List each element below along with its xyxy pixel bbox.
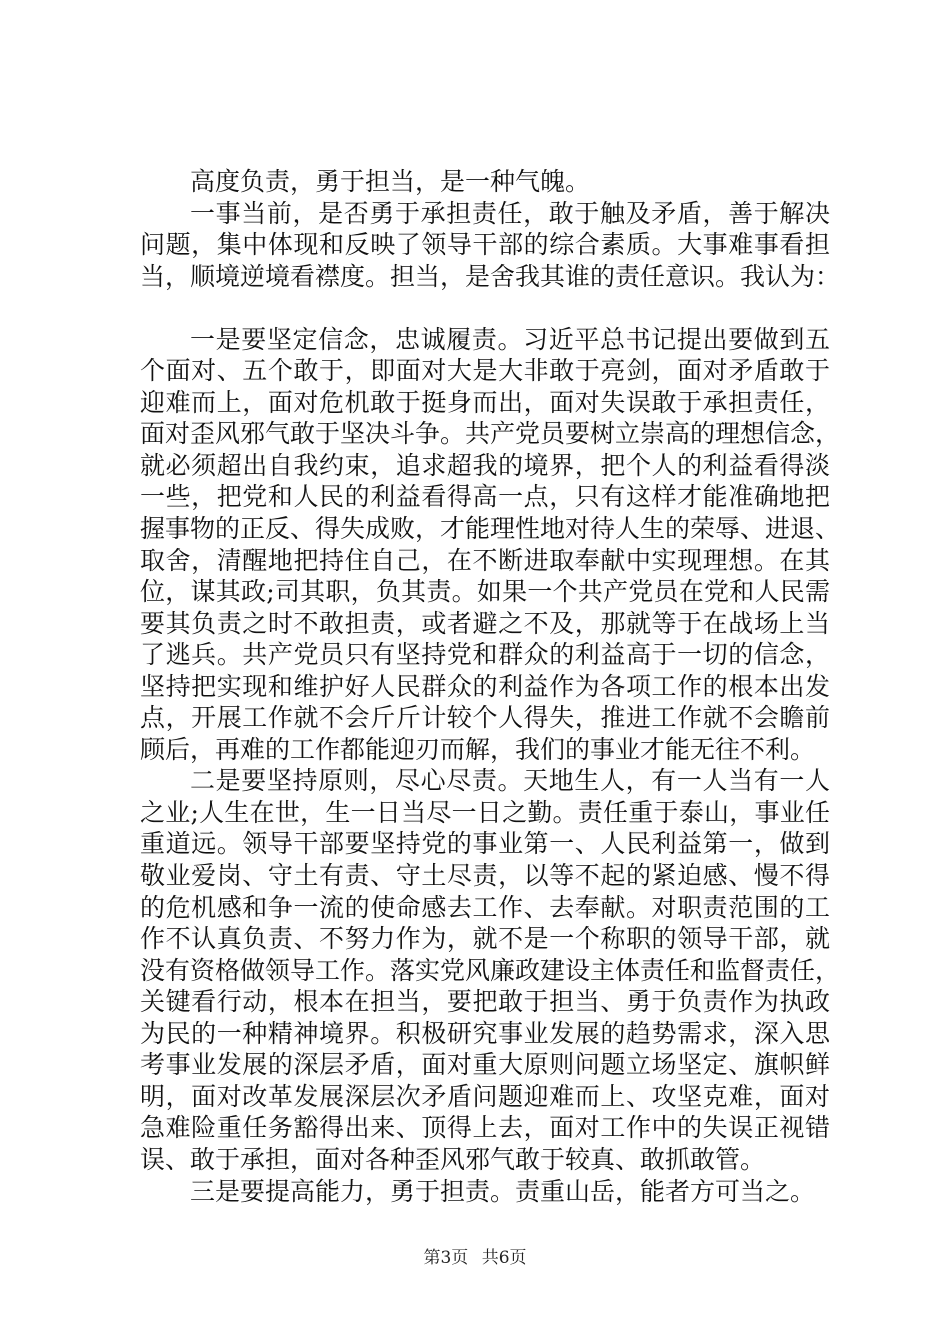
text-line: 一事当前，是否勇于承担责任，敢于触及矛盾，善于解决 <box>190 198 830 228</box>
text-line: 没有资格做领导工作。落实党风廉政建设主体责任和监督责任， <box>140 955 841 985</box>
text-line: 个面对、五个敢于，即面对大是大非敢于亮剑，面对矛盾敢于 <box>140 356 830 386</box>
text-line: 高度负责，勇于担当，是一种气魄。 <box>190 167 591 196</box>
text-line: 要其负责之时不敢担责，或者避之不及，那就等于在战场上当 <box>140 608 830 638</box>
text-line: 的危机感和争一流的使命感去工作、去奉献。对职责范围的工 <box>140 892 830 922</box>
text-line: 为民的一种精神境界。积极研究事业发展的趋势需求，深入思 <box>140 1018 830 1048</box>
text-line: 点，开展工作就不会斤斤计较个人得失，推进工作就不会瞻前 <box>140 703 830 733</box>
text-line: 当，顺境逆境看襟度。担当，是舍我其谁的责任意识。我认为： <box>140 261 841 291</box>
text-line: 位，谋其政;司其职，负其责。如果一个共产党员在党和人民需 <box>140 577 830 607</box>
text-line: 考事业发展的深层矛盾，面对重大原则问题立场坚定、旗帜鲜 <box>140 1050 830 1080</box>
text-line: 关键看行动，根本在担当，要把敢于担当、勇于负责作为执政 <box>140 987 830 1017</box>
text-line: 一些，把党和人民的利益看得高一点，只有这样才能准确地把 <box>140 482 830 512</box>
text-line: 敬业爱岗、守土有责、守土尽责，以等不起的紧迫感、慢不得 <box>140 861 830 891</box>
text-line: 一是要坚定信念，忠诚履责。习近平总书记提出要做到五 <box>190 324 830 354</box>
text-line: 作不认真负责、不努力作为，就不是一个称职的领导干部，就 <box>140 924 830 954</box>
text-line: 急难险重任务豁得出来、顶得上去，面对工作中的失误正视错 <box>140 1113 830 1143</box>
text-line: 握事物的正反、得失成败，才能理性地对待人生的荣辱、进退、 <box>140 514 841 544</box>
text-line: 取舍，清醒地把持住自己，在不断进取奉献中实现理想。在其 <box>140 545 830 575</box>
text-line: 明，面对改革发展深层次矛盾问题迎难而上、攻坚克难，面对 <box>140 1081 830 1111</box>
page-total: 共6页 <box>481 1248 527 1268</box>
text-line: 问题，集中体现和反映了领导干部的综合素质。大事难事看担 <box>140 230 830 260</box>
text-line: 了逃兵。共产党员只有坚持党和群众的利益高于一切的信念， <box>140 640 830 670</box>
text-line: 误、敢于承担，面对各种歪风邪气敢于较真、敢抓敢管。 <box>140 1144 766 1174</box>
page-footer <box>0 1243 950 1268</box>
text-line: 二是要坚持原则，尽心尽责。天地生人，有一人当有一人 <box>190 766 830 796</box>
text-line: 迎难而上，面对危机敢于挺身而出，面对失误敢于承担责任， <box>140 387 830 417</box>
text-line: 坚持把实现和维护好人民群众的利益作为各项工作的根本出发 <box>140 671 830 701</box>
text-line: 就必须超出自我约束，追求超我的境界，把个人的利益看得淡 <box>140 450 830 480</box>
text-line: 三是要提高能力，勇于担责。责重山岳，能者方可当之。 <box>190 1176 816 1206</box>
body-text <box>140 166 841 1207</box>
text-line: 顾后，再难的工作都能迎刃而解，我们的事业才能无往不利。 <box>140 734 816 764</box>
text-line: 面对歪风邪气敢于坚决斗争。共产党员要树立崇高的理想信念， <box>140 419 841 449</box>
text-line: 之业;人生在世，生一日当尽一日之勤。责任重于泰山，事业任 <box>140 797 830 827</box>
blank-line <box>140 292 830 324</box>
text-line: 重道远。领导干部要坚持党的事业第一、人民利益第一，做到 <box>140 829 830 859</box>
page-number: 第3页 <box>423 1248 469 1268</box>
